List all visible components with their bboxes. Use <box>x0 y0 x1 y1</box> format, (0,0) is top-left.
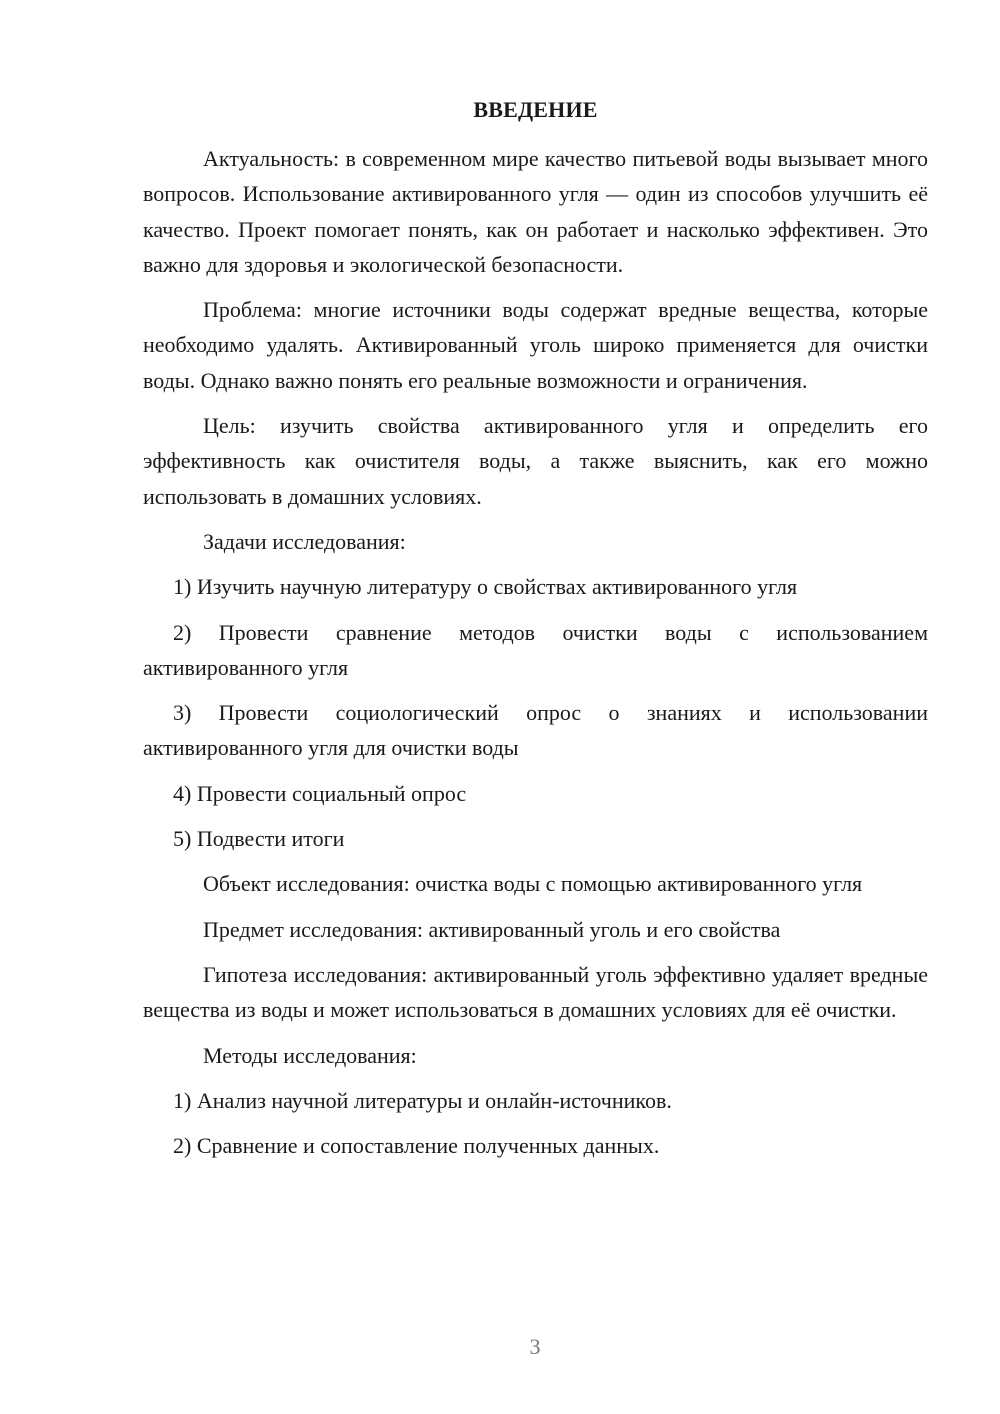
methods-heading: Методы исследования: <box>203 1042 417 1068</box>
section-title: ВВЕДЕНИЕ <box>473 97 598 122</box>
problem-paragraph: Проблема: многие источники воды содержат вредные вещества, которые необходимо удалять. Активированный уголь широко применяется для очистки воды. Однако важно понять его реальные возможности и ограничения. <box>143 297 928 393</box>
task-item: 4) Провести социальный опрос <box>173 780 467 806</box>
hypothesis-paragraph: Гипотеза исследования: активированный уголь эффективно удаляет вредные вещества из воды и может использоваться в домашних условиях для её очистки. <box>143 961 928 1023</box>
goal-paragraph: Цель: изучить свойства активированного угля и определить его эффективность как очистителя воды, а также выяснить, как его можно использовать в домашних условиях. <box>143 413 928 509</box>
relevance-paragraph: Актуальность: в современном мире качество питьевой воды вызывает много вопросов. Использование активированного угля — один из способов улучшить её качество. Проект помогает понять, как он работает и насколько эффективен. Это важно для здоровья и экологической безопасности. <box>143 146 928 277</box>
task-item: 3) Провести социологический опрос о знаниях и использовании активированного угля для очистки воды <box>143 700 928 761</box>
tasks-heading: Задачи исследования: <box>203 528 406 554</box>
method-item: 1) Анализ научной литературы и онлайн-источников. <box>173 1087 672 1113</box>
object-paragraph: Объект исследования: очистка воды с помощью активированного угля <box>203 871 863 897</box>
subject-paragraph: Предмет исследования: активированный уголь и его свойства <box>203 916 781 942</box>
method-item: 2) Сравнение и сопоставление полученных данных. <box>173 1133 660 1159</box>
page-number: 3 <box>529 1334 541 1359</box>
task-item: 2) Провести сравнение методов очистки воды с использованием активированного угля <box>143 619 928 680</box>
document-page <box>143 95 928 1173</box>
task-item: 5) Подвести итоги <box>173 826 345 852</box>
task-item: 1) Изучить научную литературу о свойствах активированного угля <box>173 574 798 600</box>
